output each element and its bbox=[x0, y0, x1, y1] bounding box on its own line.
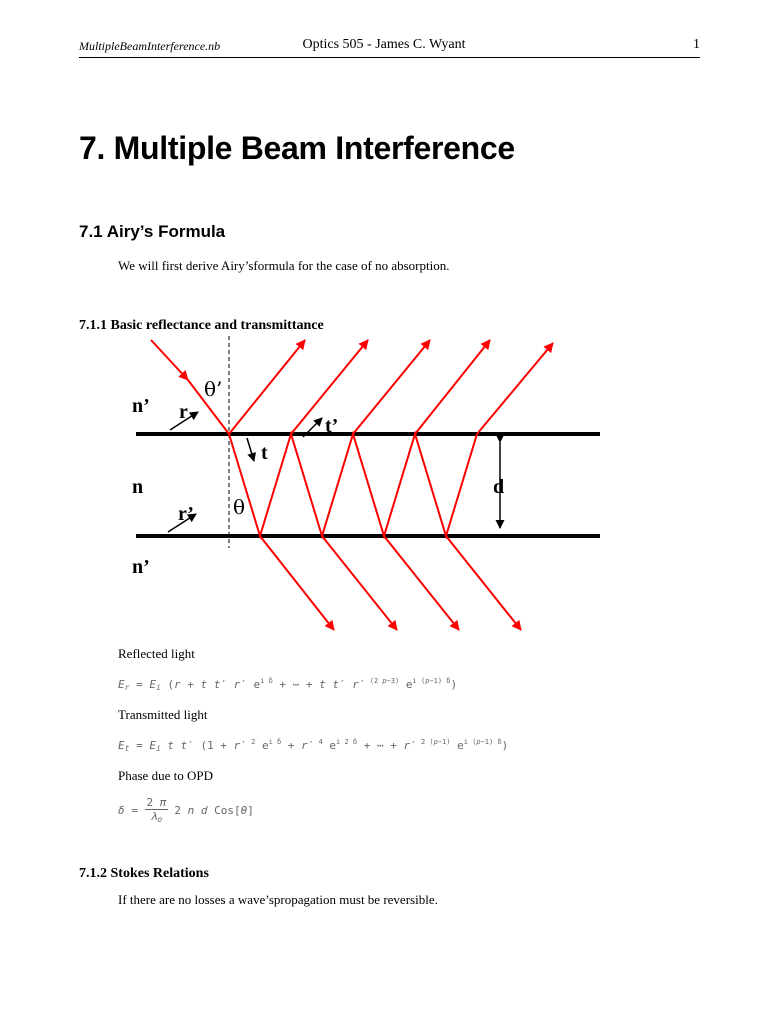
section-7-1-heading: 7.1 Airy’s Formula bbox=[79, 222, 226, 241]
section-7-1-2-text: If there are no losses a wave’spropagation must be reversible. bbox=[118, 892, 438, 907]
reflected-light-equation: $E_r = E_i$ (r + t t′ r′ $e^{i \delta}$ + ⋯ + t t′ r′ $^{(2 p-3)}$ $e^{i (p-1) \delta}$) bbox=[118, 677, 458, 692]
section-7-1-intro: We will first derive Airy’sformula for the case of no absorption. bbox=[118, 258, 450, 273]
label-theta: θ bbox=[233, 495, 246, 519]
chapter-title: 7. Multiple Beam Interference bbox=[79, 130, 515, 166]
label-d: d bbox=[493, 476, 505, 498]
label-n-middle: n bbox=[132, 476, 144, 498]
transmitted-light-label: Transmitted light bbox=[118, 707, 208, 722]
header-page-number: 1 bbox=[693, 37, 700, 52]
label-r: r bbox=[179, 401, 188, 423]
phase-label: Phase due to OPD bbox=[118, 768, 213, 783]
transmitted-ray-4 bbox=[446, 536, 521, 630]
transmitted-ray-3 bbox=[384, 536, 459, 630]
section-7-1-2-heading: 7.1.2 Stokes Relations bbox=[79, 866, 209, 881]
reflected-light-label: Reflected light bbox=[118, 646, 195, 661]
reflected-ray-1 bbox=[229, 340, 305, 434]
incident-ray bbox=[151, 340, 188, 380]
reflected-ray-4 bbox=[415, 340, 490, 434]
transmitted-ray-2 bbox=[322, 536, 397, 630]
label-n-bottom: n’ bbox=[132, 556, 150, 578]
header-filename: MultipleBeamInterference.nb bbox=[79, 39, 221, 53]
label-t: t bbox=[261, 442, 268, 464]
header-course: Optics 505 - James C. Wyant bbox=[302, 37, 466, 52]
label-t-prime: t’ bbox=[325, 415, 339, 437]
transmitted-light-equation: $E_t = E_i$ t t′ (1 + r′ $^2$ $e^{i \delta} + r'$ $^4$ $e^{i 2 \delta}$ + ⋯ + r′ $^{2 (p-1)}$ $e^{i (p-1) \delta}$) bbox=[118, 738, 509, 753]
label-n-top: n’ bbox=[132, 395, 150, 417]
reflected-ray-3 bbox=[353, 340, 430, 434]
section-7-1-1-heading: 7.1.1 Basic reflectance and transmittance bbox=[79, 318, 324, 333]
t-arrow bbox=[247, 438, 254, 461]
label-theta-prime: θ’ bbox=[204, 377, 223, 401]
phase-equation: δ = $\frac{2 \pi}{\lambda_o}$ 2 n d Cos[θ] bbox=[118, 796, 254, 824]
label-r-prime: r’ bbox=[178, 503, 194, 525]
reflected-ray-5 bbox=[477, 343, 553, 434]
transmitted-ray-1 bbox=[260, 536, 334, 630]
